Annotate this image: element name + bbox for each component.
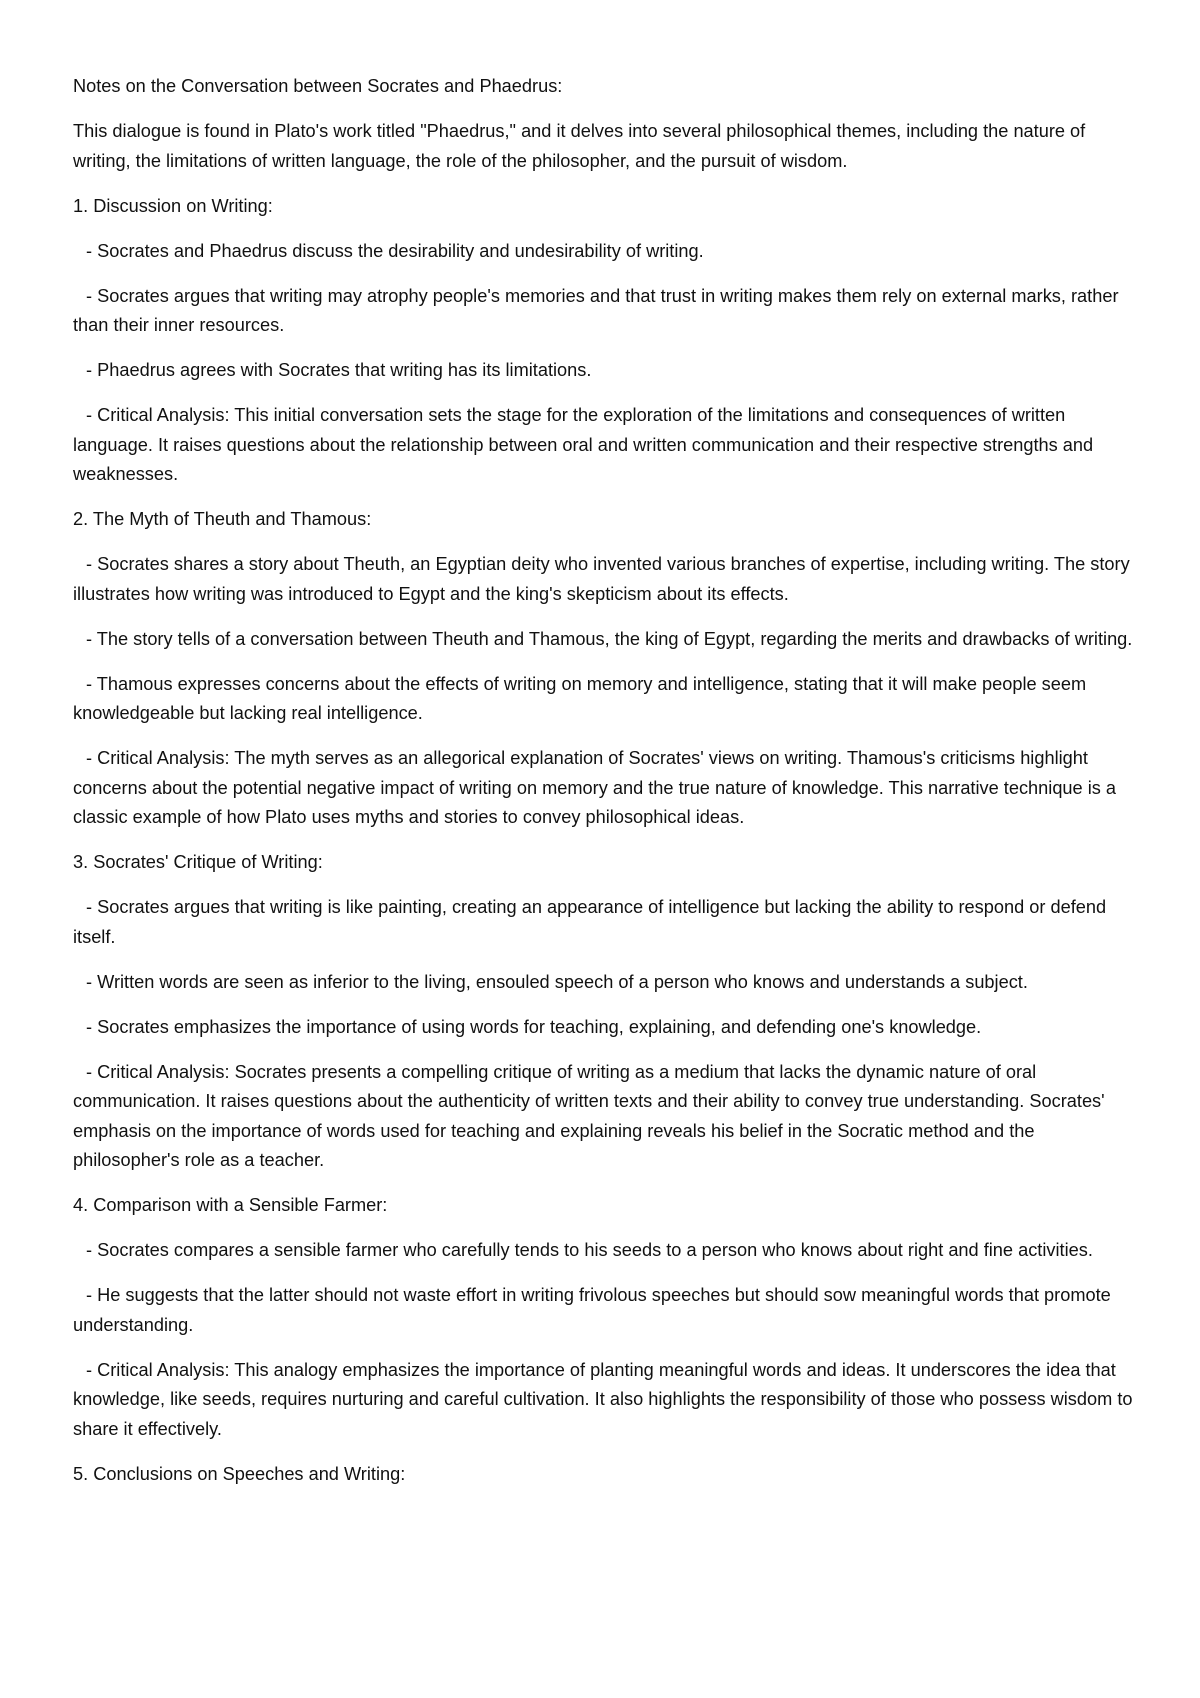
section-item: - Socrates argues that writing is like painting, creating an appearance of intelligence but lacking the ability to respond or defend itself. <box>73 897 1107 947</box>
critical-analysis: - Critical Analysis: This initial conversation sets the stage for the exploration of the limitations and consequences of written language. It raises questions about the relationship between oral and written communication and their respective strengths and weaknesses. <box>73 405 1094 484</box>
critical-analysis: - Critical Analysis: Socrates presents a compelling critique of writing as a medium that lacks the dynamic nature of oral communication. It raises questions about the authenticity of written texts and their ability to convey true understanding. Socrates' emphasis on the importance of words used for teaching and explaining reveals his belief in the Socratic method and the philosopher's role as a teacher. <box>73 1061 1105 1170</box>
document-page <box>73 72 1133 1505</box>
section-item: - Socrates and Phaedrus discuss the desirability and undesirability of writing. <box>86 240 704 261</box>
section-item: - Socrates compares a sensible farmer who carefully tends to his seeds to a person who knows about right and fine activities. <box>86 1240 1093 1260</box>
section-item: - Written words are seen as inferior to the living, ensouled speech of a person who knows and understands a subject. <box>86 971 1028 992</box>
document-title: Notes on the Conversation between Socrates and Phaedrus: <box>73 76 563 96</box>
section-heading: 2. The Myth of Theuth and Thamous: <box>73 509 372 529</box>
critical-analysis: - Critical Analysis: This analogy emphasizes the importance of planting meaningful words and ideas. It underscores the idea that knowledge, like seeds, requires nurturing and careful cultivation. It also highlights the responsibility of those who possess wisdom to share it effectively. <box>73 1359 1133 1439</box>
section-item: - Thamous expresses concerns about the effects of writing on memory and intelligence, stating that it will make people seem knowledgeable but lacking real intelligence. <box>73 673 1087 723</box>
section-heading: 1. Discussion on Writing: <box>73 195 273 216</box>
critical-analysis: - Critical Analysis: The myth serves as an allegorical explanation of Socrates' views on writing. Thamous's criticisms highlight concerns about the potential negative impact of writing on memory and the true nature of knowledge. This narrative technique is a classic example of how Plato uses myths and stories to convey philosophical ideas. <box>73 748 1117 827</box>
section-heading: 5. Conclusions on Speeches and Writing: <box>73 1463 406 1484</box>
section-item: - The story tells of a conversation between Theuth and Thamous, the king of Egypt, regarding the merits and drawbacks of writing. <box>86 628 1133 649</box>
section-item: - Socrates emphasizes the importance of using words for teaching, explaining, and defending one's knowledge. <box>86 1016 982 1037</box>
section-heading: 3. Socrates' Critique of Writing: <box>73 852 323 872</box>
section-item: - Socrates argues that writing may atrophy people's memories and that trust in writing makes them rely on external marks, rather than their inner resources. <box>73 285 1119 335</box>
section-item: - Phaedrus agrees with Socrates that writing has its limitations. <box>86 360 592 380</box>
intro-paragraph: This dialogue is found in Plato's work titled "Phaedrus," and it delves into several philosophical themes, including the nature of writing, the limitations of written language, the role of the philosopher, and the pursuit of wisdom. <box>73 121 1086 171</box>
section-item: - Socrates shares a story about Theuth, an Egyptian deity who invented various branches of expertise, including writing. The story illustrates how writing was introduced to Egypt and the king's skepticism about its effects. <box>73 554 1130 604</box>
section-heading: 4. Comparison with a Sensible Farmer: <box>73 1195 388 1215</box>
section-item: - He suggests that the latter should not waste effort in writing frivolous speeches but should sow meaningful words that promote understanding. <box>73 1285 1111 1335</box>
